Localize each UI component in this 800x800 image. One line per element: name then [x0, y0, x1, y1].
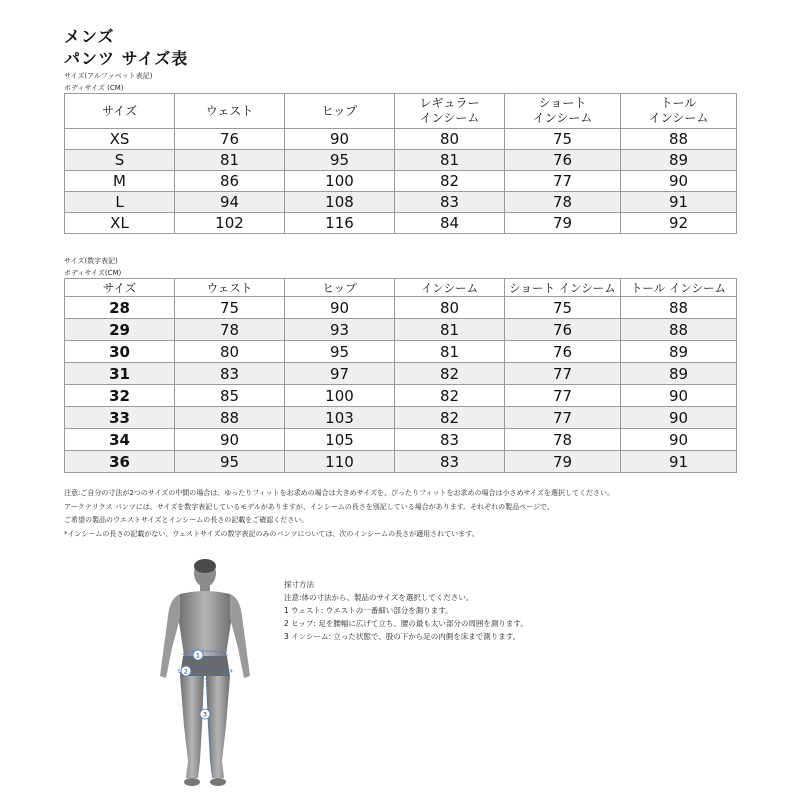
table-row — [65, 363, 737, 385]
table2-body-label: ボディサイズ(CM) — [64, 269, 122, 277]
measurement-cell: 77 — [505, 407, 621, 429]
measurement-cell: 80 — [395, 297, 505, 319]
column-header — [285, 279, 395, 297]
size-cell: S — [65, 150, 175, 171]
howto-line: 注意:体の寸法から、製品のサイズを選択してください。 — [284, 593, 474, 602]
measurement-cell: 77 — [505, 363, 621, 385]
measurement-cell: 100 — [285, 171, 395, 192]
measurement-cell: 81 — [395, 319, 505, 341]
measurement-cell: 102 — [175, 213, 285, 234]
measurement-cell: 82 — [395, 171, 505, 192]
measurement-cell: 78 — [175, 319, 285, 341]
measurement-cell: 81 — [395, 341, 505, 363]
size-cell: 29 — [65, 319, 175, 341]
column-header-text: ヒップ — [322, 280, 357, 295]
column-header-text: トール — [660, 96, 697, 110]
measurement-cell: 89 — [621, 363, 737, 385]
table-row — [65, 192, 737, 213]
table1-size-label: サイズ(アルファベット表記) — [64, 72, 153, 80]
size-cell: 30 — [65, 341, 175, 363]
marker-2: 2 — [183, 667, 189, 676]
table-row — [65, 129, 737, 150]
measurement-cell: 108 — [285, 192, 395, 213]
measurement-cell: 86 — [175, 171, 285, 192]
column-header-text: ショート インシーム — [509, 280, 616, 295]
measurement-cell: 90 — [621, 407, 737, 429]
size-cell: 31 — [65, 363, 175, 385]
measurement-cell: 75 — [505, 129, 621, 150]
column-header — [65, 279, 175, 297]
measurement-cell: 89 — [621, 150, 737, 171]
notes-block — [64, 487, 764, 541]
column-header-text: インシーム — [532, 111, 593, 125]
column-header — [505, 94, 621, 129]
column-header — [65, 94, 175, 129]
measurement-cell: 82 — [395, 385, 505, 407]
table-row — [65, 171, 737, 192]
measurement-cell: 80 — [395, 129, 505, 150]
measurement-cell: 78 — [505, 429, 621, 451]
table-row — [65, 319, 737, 341]
measurement-cell: 83 — [175, 363, 285, 385]
measurement-cell: 97 — [285, 363, 395, 385]
table2-size-label: サイズ(数字表記) — [64, 257, 118, 265]
table-row — [65, 341, 737, 363]
measurement-cell: 83 — [395, 429, 505, 451]
note-line: 注意:ご自分の寸法が2つのサイズの中間の場合は、ゆったりフィットをお求めの場合は大きめサイズを、ぴったりフィットをお求めの場合は小さめサイズを選択してください。 — [64, 489, 614, 497]
column-header-text: インシーム — [648, 111, 709, 125]
measurement-cell: 90 — [175, 429, 285, 451]
column-header-text: サイズ — [101, 103, 138, 118]
measurement-markers — [150, 556, 260, 792]
measurement-cell: 76 — [505, 341, 621, 363]
category-title: メンズ — [64, 27, 115, 46]
howto-title: 採寸方法 — [284, 580, 314, 589]
column-header-text: ウェスト — [205, 103, 254, 118]
measurement-cell: 77 — [505, 171, 621, 192]
measurement-cell: 81 — [395, 150, 505, 171]
note-line: *インシームの長さの記載がない、ウェストサイズの数字表記のみのパンツについては、次のインシームの長さが適用されています。 — [64, 529, 479, 538]
size-cell: L — [65, 192, 175, 213]
measurement-cell: 81 — [175, 150, 285, 171]
size-cell: M — [65, 171, 175, 192]
size-cell: 34 — [65, 429, 175, 451]
table-header-row — [65, 94, 737, 129]
measurement-cell: 116 — [285, 213, 395, 234]
table-row — [65, 385, 737, 407]
measurement-cell: 83 — [395, 451, 505, 473]
table-row — [65, 429, 737, 451]
measurement-cell: 79 — [505, 451, 621, 473]
measurement-cell: 76 — [175, 129, 285, 150]
marker-1: 1 — [195, 651, 201, 660]
table-row — [65, 407, 737, 429]
measurement-cell: 90 — [285, 297, 395, 319]
size-cell: 36 — [65, 451, 175, 473]
measurement-cell: 94 — [175, 192, 285, 213]
size-cell: XS — [65, 129, 175, 150]
column-header-text: トール インシーム — [630, 280, 727, 295]
measurement-cell: 84 — [395, 213, 505, 234]
table-row — [65, 451, 737, 473]
measurement-cell: 83 — [395, 192, 505, 213]
column-header-text: インシーム — [420, 280, 479, 295]
page-title: パンツ サイズ表 — [64, 49, 189, 68]
note-line: アークテリクス パンツには、サイズを数字表記しているモデルがありますが、インシームの長さを別記している場合があります。それぞれの製品ページで、 — [64, 502, 554, 511]
howto-line: 3 インシーム: 立った状態で、股の下から足の内側を床まで測ります。 — [284, 632, 521, 641]
measurement-cell: 89 — [621, 341, 737, 363]
body-measurement-figure — [150, 556, 260, 792]
measurement-cell: 78 — [505, 192, 621, 213]
table-row — [65, 297, 737, 319]
measurement-cell: 76 — [505, 319, 621, 341]
measurement-cell: 95 — [285, 150, 395, 171]
table-header-row — [65, 279, 737, 297]
measurement-cell: 79 — [505, 213, 621, 234]
column-header — [175, 279, 285, 297]
column-header-text: サイズ — [102, 280, 137, 295]
measurement-cell: 82 — [395, 407, 505, 429]
column-header — [621, 279, 737, 297]
table-row — [65, 150, 737, 171]
measurement-cell: 88 — [621, 297, 737, 319]
measurement-cell: 75 — [505, 297, 621, 319]
measurement-cell: 93 — [285, 319, 395, 341]
table1-body-label: ボディサイズ (CM) — [64, 84, 124, 92]
measurement-cell: 90 — [621, 171, 737, 192]
measurement-cell: 75 — [175, 297, 285, 319]
howto-line: 1 ウェスト: ウエストの一番細い部分を測ります。 — [284, 606, 453, 615]
measurement-cell: 92 — [621, 213, 737, 234]
column-header-text: ショート — [538, 96, 587, 110]
column-header — [395, 94, 505, 129]
measurement-cell: 85 — [175, 385, 285, 407]
measurement-cell: 100 — [285, 385, 395, 407]
column-header-text: ウェスト — [206, 280, 253, 295]
marker-3: 3 — [202, 710, 208, 719]
measuring-instructions — [284, 578, 528, 643]
size-cell: 33 — [65, 407, 175, 429]
measurement-cell: 90 — [621, 385, 737, 407]
alpha-size-table — [64, 93, 737, 234]
measurement-cell: 80 — [175, 341, 285, 363]
howto-line: 2 ヒップ: 足を腰幅に広げて立ち、腰の最も太い部分の周囲を測ります。 — [284, 619, 528, 628]
numeric-size-table — [64, 278, 737, 473]
column-header — [285, 94, 395, 129]
size-cell: XL — [65, 213, 175, 234]
column-header — [505, 279, 621, 297]
measurement-cell: 76 — [505, 150, 621, 171]
measurement-cell: 88 — [175, 407, 285, 429]
column-header — [621, 94, 737, 129]
measurement-cell: 90 — [621, 429, 737, 451]
measurement-cell: 105 — [285, 429, 395, 451]
column-header-text: インシーム — [419, 111, 480, 125]
note-line: ご希望の製品のウエストサイズとインシームの長さの記載をご確認ください。 — [64, 516, 309, 524]
table-row — [65, 213, 737, 234]
measurement-cell: 103 — [285, 407, 395, 429]
measurement-cell: 91 — [621, 451, 737, 473]
column-header — [395, 279, 505, 297]
size-cell: 28 — [65, 297, 175, 319]
measurement-cell: 82 — [395, 363, 505, 385]
measurement-cell: 88 — [621, 129, 737, 150]
measurement-cell: 88 — [621, 319, 737, 341]
column-header-text: ヒップ — [321, 103, 358, 118]
measurement-cell: 95 — [285, 341, 395, 363]
column-header — [175, 94, 285, 129]
column-header-text: レギュラー — [419, 96, 480, 110]
measurement-cell: 110 — [285, 451, 395, 473]
measurement-cell: 77 — [505, 385, 621, 407]
measurement-cell: 95 — [175, 451, 285, 473]
measurement-cell: 90 — [285, 129, 395, 150]
measurement-cell: 91 — [621, 192, 737, 213]
size-cell: 32 — [65, 385, 175, 407]
